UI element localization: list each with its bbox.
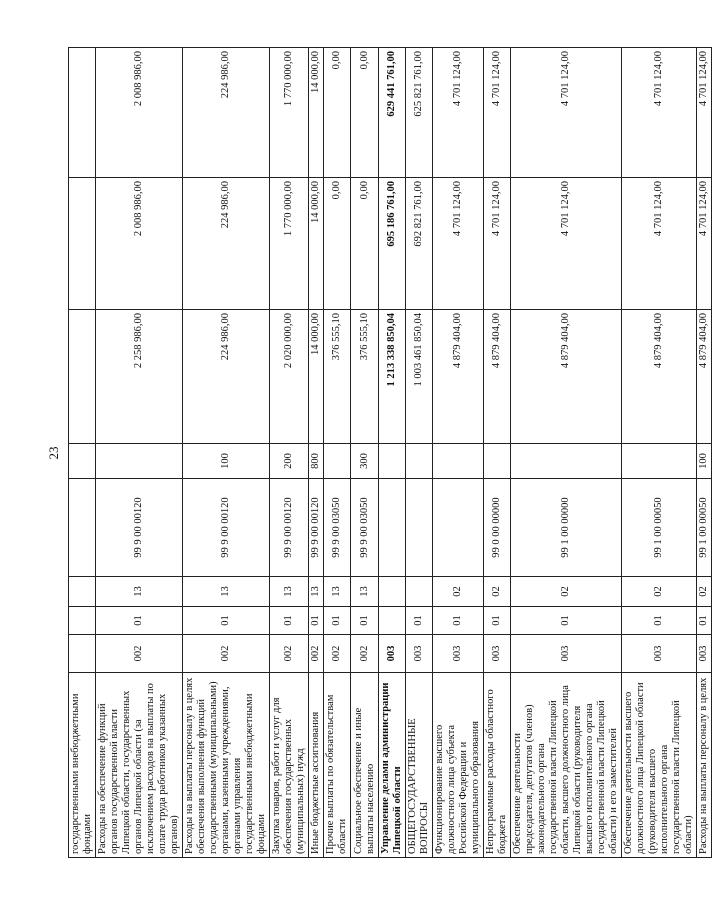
amount-2022-cell: 4 701 124,00 xyxy=(511,178,622,310)
section-cell xyxy=(69,607,96,635)
amount-2023-cell: 4 701 124,00 xyxy=(697,48,712,178)
amount-2023-cell: 4 701 124,00 xyxy=(484,48,511,178)
section-cell: 01 xyxy=(511,607,622,635)
amount-2022-cell: 224 986,00 xyxy=(183,178,270,310)
amount-2021-cell: 1 213 338 850,04 xyxy=(379,310,406,444)
table-row xyxy=(433,48,484,858)
amount-2021-cell: 1 003 461 850,04 xyxy=(406,310,433,444)
amount-2023-cell: 1 770 000,00 xyxy=(270,48,309,178)
subsection-cell xyxy=(69,577,96,607)
amount-2022-cell: 4 701 124,00 xyxy=(433,178,484,310)
subsection-cell: 02 xyxy=(484,577,511,607)
expense-type-cell xyxy=(324,444,351,479)
name-cell: Непрограммные расходы областного бюджета xyxy=(484,673,511,858)
amount-2021-cell: 2 020 000,00 xyxy=(270,310,309,444)
name-cell: ОБЩЕГОСУДАРСТВЕННЫЕ ВОПРОСЫ xyxy=(406,673,433,858)
name-cell: Закупка товаров, работ и услуг для обеспечения государственных (муниципальных) нужд xyxy=(270,673,309,858)
ministry-cell: 002 xyxy=(351,635,379,673)
amount-2021-cell: 4 879 404,00 xyxy=(433,310,484,444)
ministry-cell: 002 xyxy=(309,635,324,673)
amount-2023-cell: 625 821 761,00 xyxy=(406,48,433,178)
ministry-cell: 003 xyxy=(511,635,622,673)
table-row xyxy=(309,48,324,858)
ministry-cell: 003 xyxy=(484,635,511,673)
amount-2022-cell: 0,00 xyxy=(351,178,379,310)
target-article-cell: 99 9 00 00120 xyxy=(183,479,270,577)
amount-2021-cell: 224 986,00 xyxy=(183,310,270,444)
target-article-cell: 99 0 00 00000 xyxy=(484,479,511,577)
name-cell: Расходы на выплаты персоналу в целях обеспечения выполнения функций государственными (муниципальными) органами, казенными учреждениями, органами управления государственными внебюджетными фондами xyxy=(183,673,270,858)
table-row xyxy=(379,48,406,858)
amount-2023-cell: 2 008 986,00 xyxy=(96,48,183,178)
expense-type-cell xyxy=(69,444,96,479)
subsection-cell: 13 xyxy=(183,577,270,607)
expense-type-cell: 100 xyxy=(697,444,712,479)
target-article-cell xyxy=(406,479,433,577)
amount-2021-cell: 4 879 404,00 xyxy=(511,310,622,444)
amount-2021-cell: 4 879 404,00 xyxy=(622,310,697,444)
subsection-cell: 13 xyxy=(324,577,351,607)
target-article-cell: 99 9 00 00120 xyxy=(96,479,183,577)
subsection-cell: 13 xyxy=(309,577,324,607)
ministry-cell xyxy=(69,635,96,673)
target-article-cell: 99 1 00 00050 xyxy=(697,479,712,577)
subsection-cell: 13 xyxy=(351,577,379,607)
table-row xyxy=(183,48,270,858)
ministry-cell: 002 xyxy=(324,635,351,673)
ministry-cell: 002 xyxy=(270,635,309,673)
name-cell: Прочие выплаты по обязательствам области xyxy=(324,673,351,858)
expense-type-cell: 100 xyxy=(183,444,270,479)
expense-type-cell xyxy=(96,444,183,479)
table-row xyxy=(484,48,511,858)
amount-2022-cell: 692 821 761,00 xyxy=(406,178,433,310)
amount-2021-cell: 14 000,00 xyxy=(309,310,324,444)
table-row xyxy=(406,48,433,858)
section-cell xyxy=(379,607,406,635)
name-cell: Иные бюджетные ассигнования xyxy=(309,673,324,858)
expense-type-cell xyxy=(511,444,622,479)
amount-2023-cell: 4 701 124,00 xyxy=(433,48,484,178)
target-article-cell xyxy=(69,479,96,577)
budget-table xyxy=(68,47,712,858)
section-cell: 01 xyxy=(622,607,697,635)
target-article-cell: 99 9 00 00120 xyxy=(270,479,309,577)
target-article-cell: 99 1 00 00000 xyxy=(511,479,622,577)
amount-2023-cell xyxy=(69,48,96,178)
amount-2022-cell: 695 186 761,00 xyxy=(379,178,406,310)
name-cell: Социальное обеспечение и иные выплаты населению xyxy=(351,673,379,858)
section-cell: 01 xyxy=(270,607,309,635)
expense-type-cell xyxy=(379,444,406,479)
expense-type-cell: 800 xyxy=(309,444,324,479)
ministry-cell: 003 xyxy=(379,635,406,673)
name-cell: Функционирование высшего должностного лица субъекта Российской Федерации и муниципального образования xyxy=(433,673,484,858)
target-article-cell: 99 9 00 03050 xyxy=(351,479,379,577)
section-cell: 01 xyxy=(183,607,270,635)
table-row xyxy=(697,48,712,858)
expense-type-cell xyxy=(406,444,433,479)
amount-2021-cell: 376 555,10 xyxy=(324,310,351,444)
table-row xyxy=(511,48,622,858)
expense-type-cell xyxy=(622,444,697,479)
section-cell: 01 xyxy=(484,607,511,635)
target-article-cell: 99 9 00 00120 xyxy=(309,479,324,577)
amount-2022-cell: 4 701 124,00 xyxy=(697,178,712,310)
name-cell: Расходы на обеспечение функций органов государственной власти Липецкой области, государственных органов Липецкой области (за исключением расходов на выплаты по оплате труда работников указанных органов) xyxy=(96,673,183,858)
amount-2023-cell: 4 701 124,00 xyxy=(622,48,697,178)
amount-2022-cell xyxy=(69,178,96,310)
section-cell: 01 xyxy=(697,607,712,635)
section-cell: 01 xyxy=(324,607,351,635)
amount-2022-cell: 0,00 xyxy=(324,178,351,310)
table-row xyxy=(324,48,351,858)
subsection-cell: 02 xyxy=(433,577,484,607)
name-cell: Обеспечение деятельности высшего должностного лица Липецкой области (руководителя высшего исполнительного органа государственной власти Липецкой области) xyxy=(622,673,697,858)
table-row xyxy=(96,48,183,858)
section-cell: 01 xyxy=(309,607,324,635)
expense-type-cell xyxy=(484,444,511,479)
section-cell: 01 xyxy=(96,607,183,635)
section-cell: 01 xyxy=(351,607,379,635)
section-cell: 01 xyxy=(406,607,433,635)
amount-2021-cell: 4 879 404,00 xyxy=(484,310,511,444)
name-cell: Расходы на выплаты персоналу в целях xyxy=(697,673,712,858)
subsection-cell: 02 xyxy=(622,577,697,607)
subsection-cell xyxy=(406,577,433,607)
target-article-cell: 99 1 00 00050 xyxy=(622,479,697,577)
table-row xyxy=(69,48,96,858)
amount-2022-cell: 4 701 124,00 xyxy=(622,178,697,310)
amount-2022-cell: 4 701 124,00 xyxy=(484,178,511,310)
table-row xyxy=(622,48,697,858)
target-article-cell xyxy=(433,479,484,577)
ministry-cell: 002 xyxy=(183,635,270,673)
subsection-cell xyxy=(379,577,406,607)
name-cell: Управление делами администрации Липецкой области xyxy=(379,673,406,858)
expense-type-cell xyxy=(433,444,484,479)
amount-2022-cell: 2 008 986,00 xyxy=(96,178,183,310)
table-row xyxy=(270,48,309,858)
name-cell: Обеспечение деятельности председателя, депутатов (членов) законодательного органа государственной власти Липецкой области, высшего должностного лица Липецкой области (руководителя высшего исполнительного органа государственной власти Липецкой области) и его заместителей xyxy=(511,673,622,858)
subsection-cell: 13 xyxy=(96,577,183,607)
ministry-cell: 003 xyxy=(433,635,484,673)
subsection-cell: 02 xyxy=(697,577,712,607)
rotated-table-container xyxy=(68,48,709,858)
amount-2022-cell: 1 770 000,00 xyxy=(270,178,309,310)
amount-2023-cell: 0,00 xyxy=(324,48,351,178)
amount-2021-cell: 2 258 986,00 xyxy=(96,310,183,444)
target-article-cell: 99 9 00 03050 xyxy=(324,479,351,577)
target-article-cell xyxy=(379,479,406,577)
page-number: 23 xyxy=(46,446,61,460)
amount-2021-cell xyxy=(69,310,96,444)
ministry-cell: 003 xyxy=(622,635,697,673)
ministry-cell: 003 xyxy=(697,635,712,673)
ministry-cell: 003 xyxy=(406,635,433,673)
amount-2023-cell: 0,00 xyxy=(351,48,379,178)
section-cell: 01 xyxy=(433,607,484,635)
subsection-cell: 02 xyxy=(511,577,622,607)
ministry-cell: 002 xyxy=(96,635,183,673)
amount-2023-cell: 629 441 761,00 xyxy=(379,48,406,178)
expense-type-cell: 300 xyxy=(351,444,379,479)
subsection-cell: 13 xyxy=(270,577,309,607)
table-row xyxy=(351,48,379,858)
amount-2022-cell: 14 000,00 xyxy=(309,178,324,310)
amount-2023-cell: 224 986,00 xyxy=(183,48,270,178)
amount-2023-cell: 4 701 124,00 xyxy=(511,48,622,178)
amount-2021-cell: 376 555,10 xyxy=(351,310,379,444)
amount-2021-cell: 4 879 404,00 xyxy=(697,310,712,444)
amount-2023-cell: 14 000,00 xyxy=(309,48,324,178)
name-cell: государственными внебюджетными фондами xyxy=(69,673,96,858)
expense-type-cell: 200 xyxy=(270,444,309,479)
